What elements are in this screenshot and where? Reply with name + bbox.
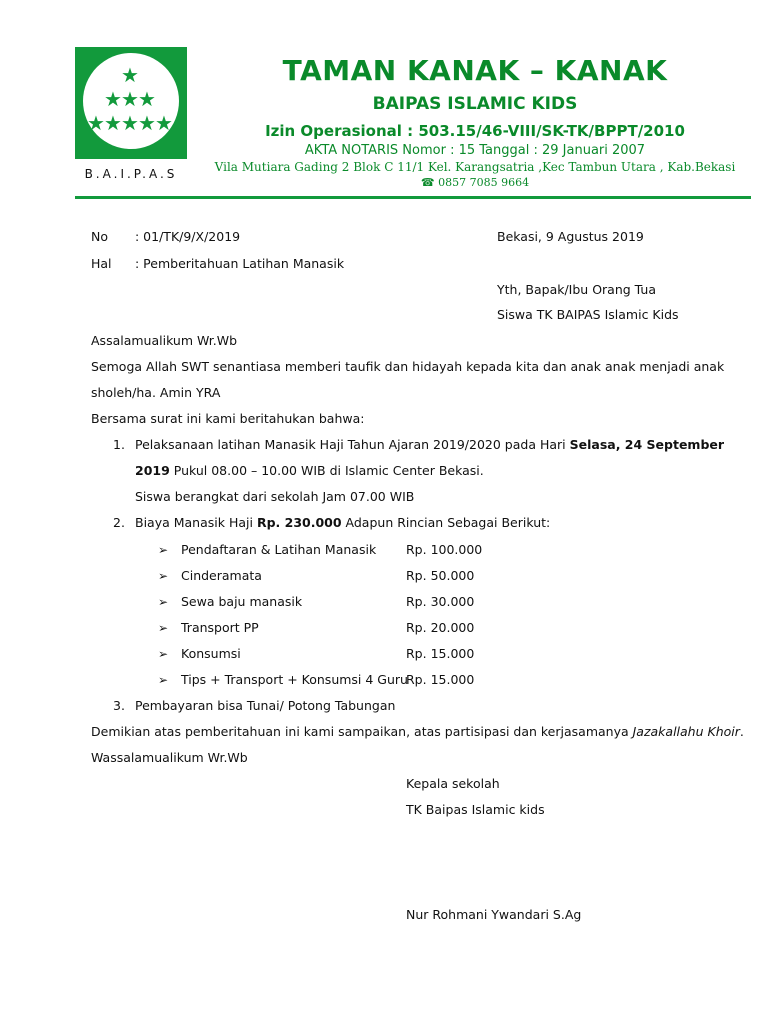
- closing-italic: Jazakallahu Khoir: [632, 724, 740, 739]
- star-icon: ★: [87, 111, 105, 135]
- logo-band: [75, 159, 187, 189]
- star-icon: ★: [104, 111, 122, 135]
- greeting: Assalamualikum Wr.Wb: [91, 333, 238, 348]
- letterhead-school: BAIPAS ISLAMIC KIDS: [372, 94, 578, 114]
- star-icon: ★: [121, 111, 139, 135]
- cost-amount: Rp. 100.000: [406, 542, 483, 557]
- farewell: Wassalamualikum Wr.Wb: [91, 750, 248, 765]
- item-1-text-b: Pukul 08.00 – 10.00 WIB di Islamic Center Bekasi.: [169, 463, 484, 478]
- item-2-text-a: Biaya Manasik Haji: [135, 515, 257, 530]
- item-3-number: 3.: [113, 698, 125, 713]
- arrow-bullet-icon: ➢: [158, 673, 169, 687]
- hal-label: Hal: [91, 256, 112, 271]
- cost-row: [158, 568, 168, 584]
- closing-text-b: .: [739, 724, 744, 739]
- logo-text: B.A.I.P.A.S: [84, 167, 178, 181]
- item-1-year-bold: 2019: [135, 463, 170, 478]
- cost-row: [158, 542, 168, 558]
- cost-row: [158, 620, 168, 636]
- paragraph-1b: sholeh/ha. Amin YRA: [91, 385, 221, 400]
- closing-paragraph: [91, 724, 744, 740]
- letterhead-license: Izin Operasional : 503.15/46-VIII/SK-TK/BPPT/2010: [265, 122, 685, 140]
- cost-amount: Rp. 15.000: [406, 672, 475, 687]
- signer-name: Nur Rohmani Ywandari S.Ag: [406, 907, 582, 922]
- cost-row: [158, 646, 168, 662]
- item-2-line: [135, 515, 550, 531]
- arrow-bullet-icon: ➢: [158, 595, 169, 609]
- item-2-total-bold: Rp. 230.000: [256, 515, 342, 530]
- star-icon: ★: [104, 87, 122, 111]
- cost-amount: Rp. 30.000: [406, 594, 475, 609]
- header-divider: [75, 196, 751, 199]
- cost-name: Pendaftaran & Latihan Manasik: [181, 542, 377, 557]
- arrow-bullet-icon: ➢: [158, 543, 169, 557]
- cost-row: [158, 594, 168, 610]
- item-1-number: 1.: [113, 437, 125, 452]
- item-1-line-1: [135, 437, 724, 453]
- school-logo: [75, 47, 187, 189]
- no-label: No: [91, 229, 108, 244]
- cost-amount: Rp. 15.000: [406, 646, 475, 661]
- item-1-line-3: Siswa berangkat dari sekolah Jam 07.00 WIB: [135, 489, 415, 504]
- star-icon: ★: [155, 111, 173, 135]
- arrow-bullet-icon: ➢: [158, 569, 169, 583]
- item-1-text-a: Pelaksanaan latihan Manasik Haji Tahun Ajaran 2019/2020 pada Hari: [135, 437, 570, 452]
- cost-name: Cinderamata: [181, 568, 262, 583]
- recipient-line-2: Siswa TK BAIPAS Islamic Kids: [497, 307, 679, 322]
- cost-row: [158, 672, 168, 688]
- no-value: : 01/TK/9/X/2019: [135, 229, 241, 244]
- recipient-line-1: Yth, Bapak/Ibu Orang Tua: [497, 282, 656, 297]
- item-2-number: 2.: [113, 515, 125, 530]
- letterhead-title: TAMAN KANAK – KANAK: [282, 54, 668, 87]
- item-1-date-bold: Selasa, 24 September: [569, 437, 725, 452]
- closing-text-a: Demikian atas pemberitahuan ini kami sampaikan, atas partisipasi dan kerjasamanya: [91, 724, 633, 739]
- cost-name: Sewa baju manasik: [181, 594, 303, 609]
- star-icon: ★: [138, 87, 156, 111]
- star-icon: ★: [121, 87, 139, 111]
- item-3-text: Pembayaran bisa Tunai/ Potong Tabungan: [135, 698, 396, 713]
- letter-date: Bekasi, 9 Agustus 2019: [497, 229, 644, 244]
- star-icon: ★: [121, 63, 139, 87]
- cost-name: Transport PP: [181, 620, 259, 635]
- arrow-bullet-icon: ➢: [158, 621, 169, 635]
- hal-value: : Pemberitahuan Latihan Manasik: [135, 256, 345, 271]
- letterhead-phone: ☎ 0857 7085 9664: [420, 176, 530, 189]
- signature-org: TK Baipas Islamic kids: [406, 802, 545, 817]
- cost-amount: Rp. 50.000: [406, 568, 475, 583]
- intro: Bersama surat ini kami beritahukan bahwa:: [91, 411, 365, 426]
- letterhead-address: Vila Mutiara Gading 2 Blok C 11/1 Kel. Karangsatria ,Kec Tambun Utara , Kab.Bekasi: [214, 160, 736, 174]
- cost-name: Tips + Transport + Konsumsi 4 Guru: [181, 672, 408, 687]
- arrow-bullet-icon: ➢: [158, 647, 169, 661]
- paragraph-1a: Semoga Allah SWT senantiasa memberi taufik dan hidayah kepada kita dan anak anak menjadi anak: [91, 359, 725, 374]
- item-1-line-2: [135, 463, 484, 479]
- letterhead-notary: AKTA NOTARIS Nomor : 15 Tanggal : 29 Januari 2007: [304, 143, 646, 158]
- cost-name: Konsumsi: [181, 646, 241, 661]
- signature-title: Kepala sekolah: [406, 776, 500, 791]
- star-icon: ★: [138, 111, 156, 135]
- item-2-text-b: Adapun Rincian Sebagai Berikut:: [341, 515, 551, 530]
- cost-amount: Rp. 20.000: [406, 620, 475, 635]
